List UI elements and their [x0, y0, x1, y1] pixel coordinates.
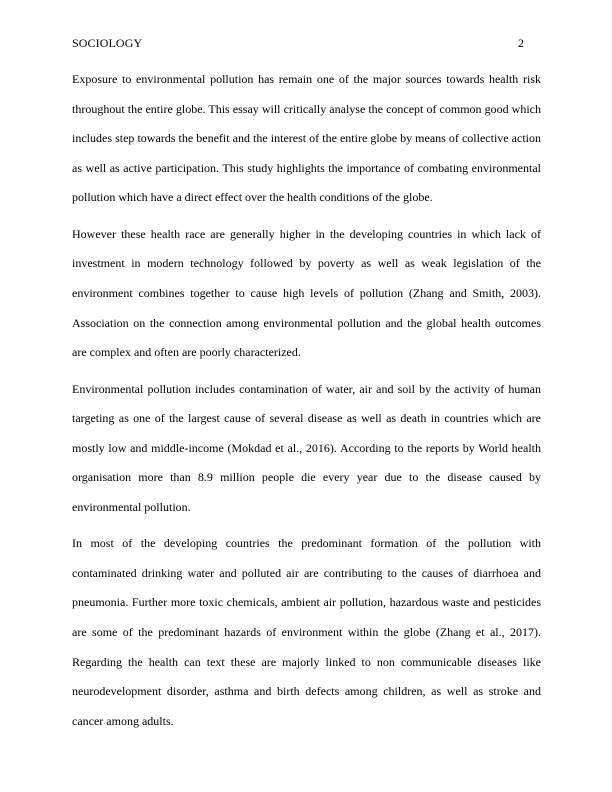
paragraph-3: Environmental pollution includes contamination of water, air and soil by the activity of human targeting as one of the largest cause of several disease as well as death in countries which are mostly low and middle-income (Mokdad et al., 2016). According to the reports by World health organisation more than 8.9 million people die every year due to the disease caused by environmental pollution. [72, 381, 541, 514]
paragraph-2: However these health race are generally higher in the developing countries in which lack of investment in modern technology followed by poverty as well as weak legislation of the environment combines together to cause high levels of pollution (Zhang and Smith, 2003). Association on the connection among environmental pollution and the global health outcomes are complex and often are poorly characterized. [72, 226, 541, 360]
paragraph-4: In most of the developing countries the predominant formation of the pollution with contaminated drinking water and polluted air are contributing to the causes of diarrhoea and pneumonia. Further more toxic chemicals, ambient air pollution, hazardous waste and pesticides are some of the predominant hazards of environment within the globe (Zhang et al., 2017). Regarding the health can text these are majorly linked to non communicable diseases like neurodevelopment disorder, asthma and birth defects among children, as well as stroke and cancer among adults. [72, 536, 541, 728]
paragraph-1: Exposure to environmental pollution has remain one of the major sources towards health risk throughout the entire globe. This essay will critically analyse the concept of common good which includes step towards the benefit and the interest of the entire globe by means of collective action as well as active participation. This study highlights the importance of combating environmental pollution which have a direct effect over the health conditions of the globe. [72, 72, 541, 205]
running-head: SOCIOLOGY [72, 36, 143, 50]
page-number: 2 [518, 36, 524, 50]
page-header [72, 35, 524, 51]
document-body [72, 65, 541, 743]
